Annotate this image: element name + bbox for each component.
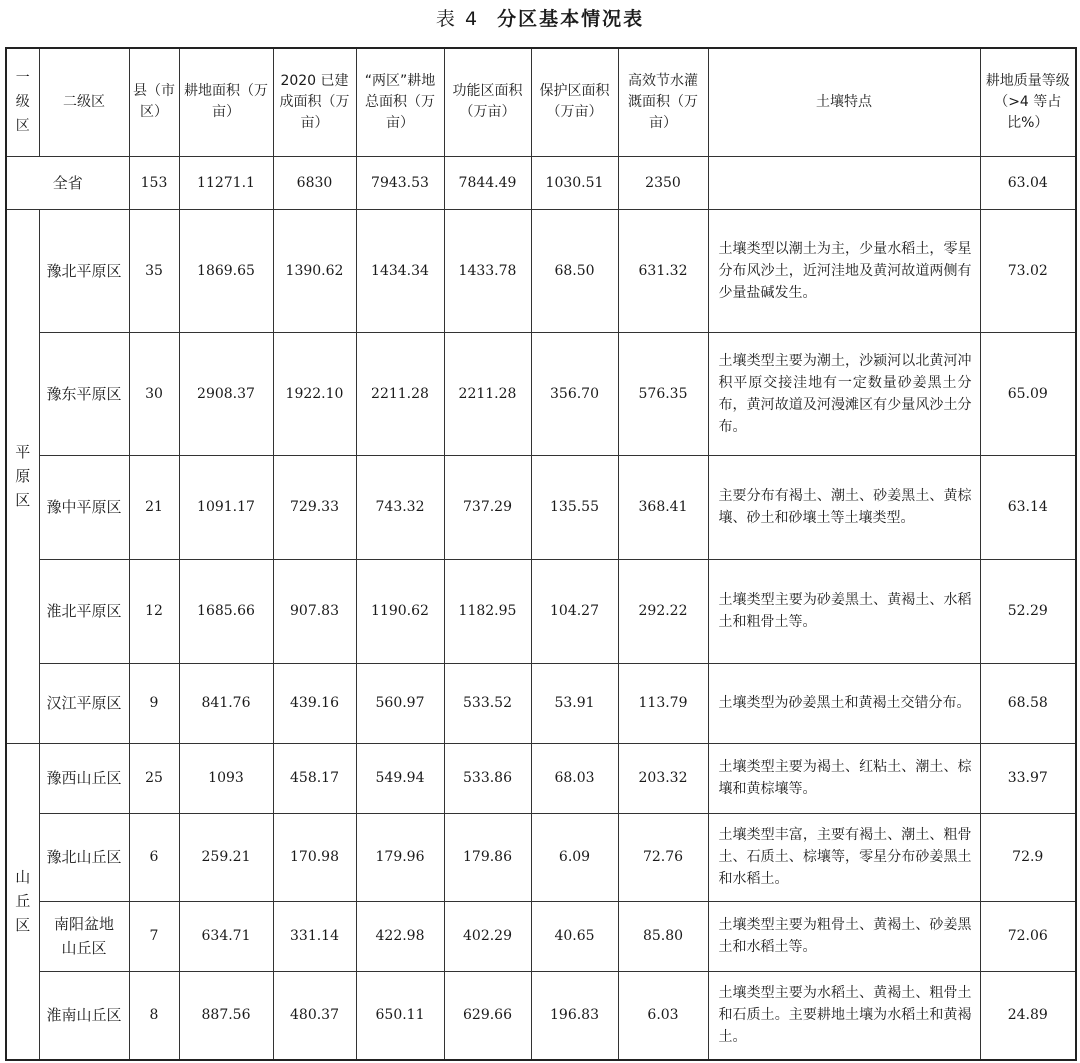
built2020-cell: 480.37 <box>273 971 356 1060</box>
county-cell: 30 <box>129 332 179 455</box>
subregion-name: 南阳盆地山丘区 <box>39 901 129 971</box>
header-level2: 二级区 <box>39 48 129 156</box>
two-zone-cell: 1434.34 <box>356 209 444 332</box>
table-title <box>0 4 1080 31</box>
irrigation-cell: 72.76 <box>618 813 708 901</box>
subregion-name: 汉江平原区 <box>39 663 129 743</box>
soil-cell: 主要分布有褐土、潮土、砂姜黑土、黄棕壤、砂土和砂壤土等土壤类型。 <box>708 455 980 559</box>
irrigation-cell: 631.32 <box>618 209 708 332</box>
subregion-name: 豫北山丘区 <box>39 813 129 901</box>
built2020-cell: 1922.10 <box>273 332 356 455</box>
soil-cell: 土壤类型主要为潮土，沙颍河以北黄河冲积平原交接洼地有一定数量砂姜黑土分布，黄河故道及河漫滩区有少量风沙土分布。 <box>708 332 980 455</box>
two-zone-cell: 1190.62 <box>356 559 444 663</box>
soil-cell: 土壤类型主要为水稻土、黄褐土、粗骨土和石质土。主要耕地土壤为水稻土和黄褐土。 <box>708 971 980 1060</box>
protected-cell: 104.27 <box>531 559 618 663</box>
irrigation-cell: 85.80 <box>618 901 708 971</box>
quality-cell: 72.06 <box>980 901 1076 971</box>
subregion-name: 豫东平原区 <box>39 332 129 455</box>
quality-cell: 65.09 <box>980 332 1076 455</box>
built2020-cell: 729.33 <box>273 455 356 559</box>
total-quality: 63.04 <box>980 156 1076 209</box>
total-built2020: 6830 <box>273 156 356 209</box>
county-cell: 35 <box>129 209 179 332</box>
built2020-cell: 170.98 <box>273 813 356 901</box>
built2020-cell: 331.14 <box>273 901 356 971</box>
total-row <box>6 156 1076 209</box>
quality-cell: 72.9 <box>980 813 1076 901</box>
county-cell: 12 <box>129 559 179 663</box>
farmland-cell: 634.71 <box>179 901 273 971</box>
total-two-zone: 7943.53 <box>356 156 444 209</box>
soil-cell: 土壤类型丰富，主要有褐土、潮土、粗骨土、石质土、棕壤等，零星分布砂姜黑土和水稻土。 <box>708 813 980 901</box>
built2020-cell: 1390.62 <box>273 209 356 332</box>
total-farmland: 11271.1 <box>179 156 273 209</box>
table-row <box>6 971 1076 1060</box>
group-hill: 山丘区 <box>6 743 39 1060</box>
header-county: 县（市区） <box>129 48 179 156</box>
built2020-cell: 439.16 <box>273 663 356 743</box>
soil-cell: 土壤类型主要为砂姜黑土、黄褐土、水稻土和粗骨土等。 <box>708 559 980 663</box>
irrigation-cell: 113.79 <box>618 663 708 743</box>
two-zone-cell: 179.96 <box>356 813 444 901</box>
quality-cell: 73.02 <box>980 209 1076 332</box>
functional-cell: 533.52 <box>444 663 531 743</box>
header-soil: 土壤特点 <box>708 48 980 156</box>
table-title-text: 分区基本情况表 <box>497 8 645 30</box>
quality-cell: 68.58 <box>980 663 1076 743</box>
table-row <box>6 663 1076 743</box>
quality-cell: 63.14 <box>980 455 1076 559</box>
table-row <box>6 209 1076 332</box>
header-row <box>6 48 1076 156</box>
soil-cell: 土壤类型以潮土为主，少量水稻土，零星分布风沙土，近河洼地及黄河故道两侧有少量盐碱发生。 <box>708 209 980 332</box>
two-zone-cell: 650.11 <box>356 971 444 1060</box>
subregion-name: 豫西山丘区 <box>39 743 129 813</box>
total-soil <box>708 156 980 209</box>
soil-cell: 土壤类型为砂姜黑土和黄褐土交错分布。 <box>708 663 980 743</box>
group-plain: 平原区 <box>6 209 39 743</box>
subregion-name: 淮南山丘区 <box>39 971 129 1060</box>
two-zone-cell: 2211.28 <box>356 332 444 455</box>
table-row <box>6 559 1076 663</box>
table-row <box>6 743 1076 813</box>
soil-cell: 土壤类型主要为粗骨土、黄褐土、砂姜黑土和水稻土等。 <box>708 901 980 971</box>
total-functional: 7844.49 <box>444 156 531 209</box>
county-cell: 9 <box>129 663 179 743</box>
total-irrigation: 2350 <box>618 156 708 209</box>
farmland-cell: 887.56 <box>179 971 273 1060</box>
subregion-name: 豫北平原区 <box>39 209 129 332</box>
farmland-cell: 1685.66 <box>179 559 273 663</box>
functional-cell: 1182.95 <box>444 559 531 663</box>
total-protected: 1030.51 <box>531 156 618 209</box>
two-zone-cell: 560.97 <box>356 663 444 743</box>
functional-cell: 533.86 <box>444 743 531 813</box>
protected-cell: 6.09 <box>531 813 618 901</box>
farmland-cell: 841.76 <box>179 663 273 743</box>
county-cell: 7 <box>129 901 179 971</box>
header-irrigation: 高效节水灌溉面积（万亩） <box>618 48 708 156</box>
protected-cell: 356.70 <box>531 332 618 455</box>
irrigation-cell: 368.41 <box>618 455 708 559</box>
farmland-cell: 259.21 <box>179 813 273 901</box>
two-zone-cell: 422.98 <box>356 901 444 971</box>
functional-cell: 629.66 <box>444 971 531 1060</box>
table-row <box>6 332 1076 455</box>
quality-cell: 52.29 <box>980 559 1076 663</box>
table-row <box>6 813 1076 901</box>
quality-cell: 24.89 <box>980 971 1076 1060</box>
header-protected: 保护区面积（万亩） <box>531 48 618 156</box>
irrigation-cell: 576.35 <box>618 332 708 455</box>
header-quality: 耕地质量等级（>4 等占比%） <box>980 48 1076 156</box>
irrigation-cell: 6.03 <box>618 971 708 1060</box>
protected-cell: 135.55 <box>531 455 618 559</box>
two-zone-cell: 743.32 <box>356 455 444 559</box>
functional-cell: 402.29 <box>444 901 531 971</box>
functional-cell: 737.29 <box>444 455 531 559</box>
header-farmland: 耕地面积（万亩） <box>179 48 273 156</box>
table-number: 表 4 <box>435 8 480 30</box>
protected-cell: 196.83 <box>531 971 618 1060</box>
functional-cell: 1433.78 <box>444 209 531 332</box>
two-zone-cell: 549.94 <box>356 743 444 813</box>
farmland-cell: 2908.37 <box>179 332 273 455</box>
county-cell: 8 <box>129 971 179 1060</box>
table-row <box>6 901 1076 971</box>
irrigation-cell: 292.22 <box>618 559 708 663</box>
header-built2020: 2020 已建成面积（万亩） <box>273 48 356 156</box>
county-cell: 25 <box>129 743 179 813</box>
quality-cell: 33.97 <box>980 743 1076 813</box>
functional-cell: 179.86 <box>444 813 531 901</box>
protected-cell: 68.50 <box>531 209 618 332</box>
total-county: 153 <box>129 156 179 209</box>
irrigation-cell: 203.32 <box>618 743 708 813</box>
farmland-cell: 1093 <box>179 743 273 813</box>
protected-cell: 68.03 <box>531 743 618 813</box>
built2020-cell: 458.17 <box>273 743 356 813</box>
county-cell: 6 <box>129 813 179 901</box>
soil-cell: 土壤类型主要为褐土、红粘土、潮土、棕壤和黄棕壤等。 <box>708 743 980 813</box>
header-two-zone: “两区”耕地总面积（万亩） <box>356 48 444 156</box>
header-functional: 功能区面积（万亩） <box>444 48 531 156</box>
protected-cell: 53.91 <box>531 663 618 743</box>
subregion-name: 豫中平原区 <box>39 455 129 559</box>
county-cell: 21 <box>129 455 179 559</box>
table-row <box>6 455 1076 559</box>
farmland-cell: 1091.17 <box>179 455 273 559</box>
header-level1: 一级区 <box>6 48 39 156</box>
subregion-name: 淮北平原区 <box>39 559 129 663</box>
district-table <box>5 47 1077 1061</box>
functional-cell: 2211.28 <box>444 332 531 455</box>
protected-cell: 40.65 <box>531 901 618 971</box>
total-label: 全省 <box>6 156 129 209</box>
farmland-cell: 1869.65 <box>179 209 273 332</box>
built2020-cell: 907.83 <box>273 559 356 663</box>
